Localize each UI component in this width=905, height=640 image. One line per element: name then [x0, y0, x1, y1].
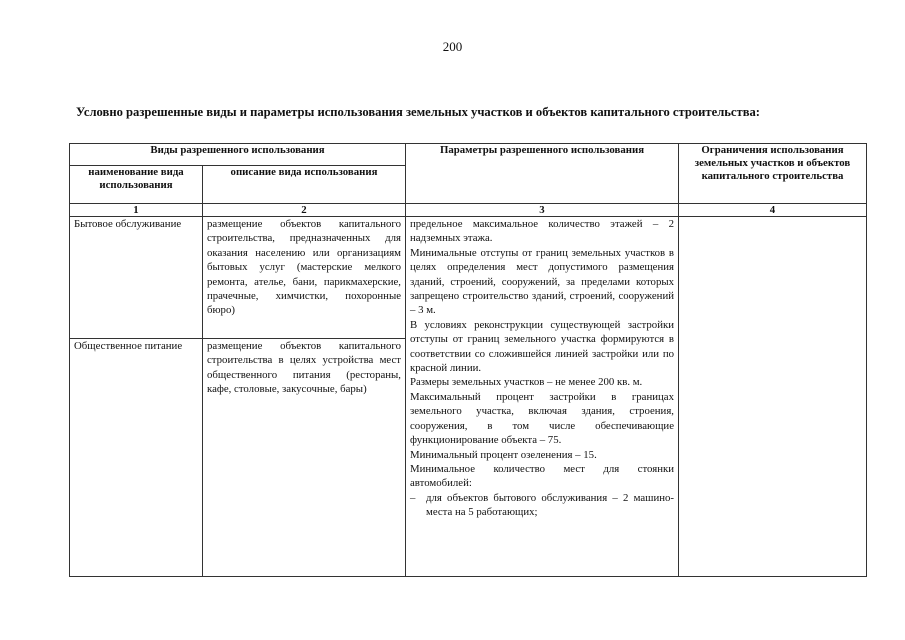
parameter-text: Минимальный процент озеленения – 15. — [410, 448, 597, 461]
column-number: 1 — [70, 204, 203, 217]
header-usage-name: наименование вида использования — [70, 166, 203, 204]
usage-name-cell: Бытовое обслуживание — [70, 217, 203, 339]
header-usage-description: описание вида использования — [203, 166, 406, 204]
parameters-cell — [406, 217, 679, 577]
parameter-list-item — [410, 491, 674, 520]
usage-parameters-table — [69, 143, 867, 577]
parameter-text: Размеры земельных участков – не менее 200 кв. м. — [410, 376, 643, 389]
column-number: 3 — [406, 204, 679, 217]
parameter-text: Максимальный процент застройки в границах земельного участка, включая здания, строения, сооружения, в том числе обеспечивающие функционирование объекта – 75. — [410, 390, 674, 447]
parameter-text: В условиях реконструкции существующей застройки отступы от границ земельного участка формируются в соответствии со сложившейся линией застройки или по красной линии. — [410, 318, 674, 375]
parameter-text: предельное максимальное количество этажей – 2 надземных этажа. — [410, 218, 674, 245]
restrictions-cell — [679, 217, 867, 577]
column-number-row — [70, 204, 867, 217]
parameter-text: Минимальное количество мест для стоянки автомобилей: — [410, 462, 674, 490]
column-number: 2 — [203, 204, 406, 217]
column-number: 4 — [679, 204, 867, 217]
parameter-text: Минимальные отступы от границ земельных участков в целях определения мест допустимого размещения зданий, строений, сооружений, за пределами которых запрещено строительство зданий, строений, сооружений – 3 м. — [410, 246, 674, 317]
usage-description-cell: размещение объектов капитального строительства в целях устройства мест общественного питания (рестораны, кафе, столовые, закусочные, бары) — [203, 339, 406, 577]
usage-description-cell: размещение объектов капитального строительства, предназначенных для оказания населению или организациям бытовых услуг (мастерские мелкого ремонта, ателье, бани, парикмахерские, прачечные, химчистки, похоронные бюро) — [203, 217, 406, 339]
header-restrictions: Ограничения использования земельных участков и объектов капитального строительства — [679, 144, 867, 204]
list-item-text: для объектов бытового обслуживания – 2 машино-места на 5 работающих; — [426, 491, 674, 519]
table-row — [70, 217, 867, 339]
usage-name-cell: Общественное питание — [70, 339, 203, 577]
list-dash: – — [410, 491, 416, 504]
page-number: 200 — [442, 39, 463, 54]
section-heading: Условно разрешенные виды и параметры использования земельных участков и объектов капитального строительства: — [76, 105, 760, 119]
header-usage-types: Виды разрешенного использования — [70, 144, 406, 166]
header-parameters: Параметры разрешенного использования — [406, 144, 679, 204]
